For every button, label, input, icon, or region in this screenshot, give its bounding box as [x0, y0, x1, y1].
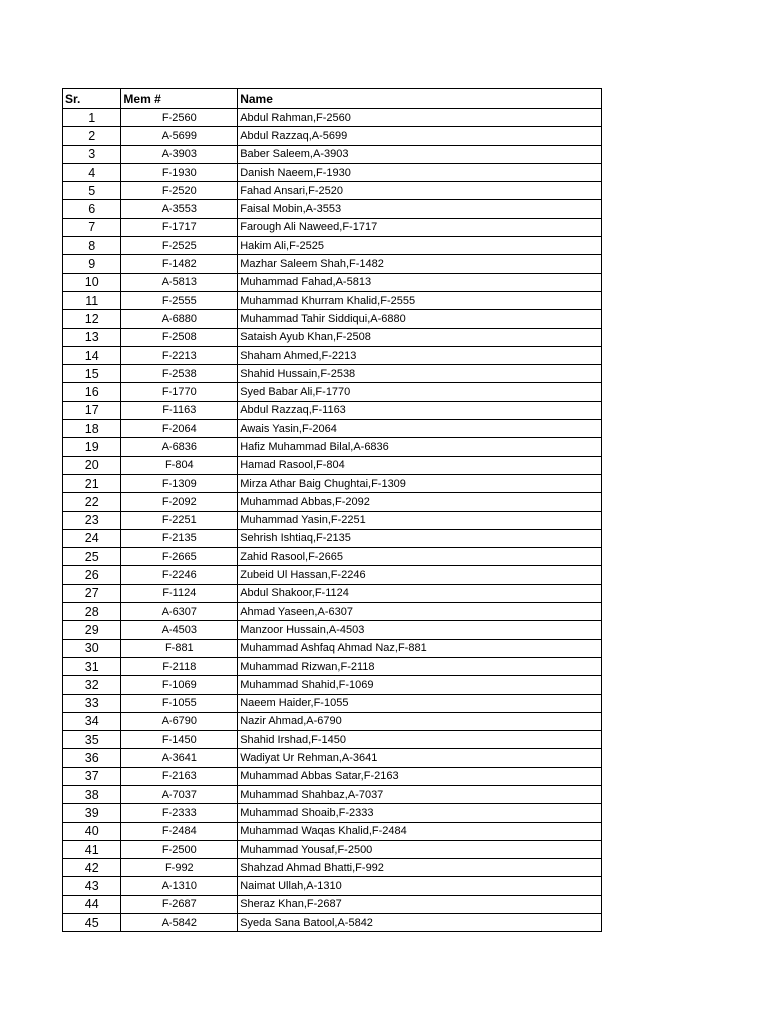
row-name-cell: Muhammad Abbas,F-2092 [238, 493, 602, 511]
table-row [63, 237, 602, 255]
row-sr-cell: 30 [63, 639, 121, 657]
row-sr-cell: 33 [63, 694, 121, 712]
row-mem-cell: A-5813 [121, 273, 238, 291]
row-sr-cell: 31 [63, 657, 121, 675]
row-mem-cell: F-2500 [121, 840, 238, 858]
table-row [63, 328, 602, 346]
table-row [63, 676, 602, 694]
table-row [63, 365, 602, 383]
table-row [63, 346, 602, 364]
table-row [63, 603, 602, 621]
table-row [63, 914, 602, 932]
row-name-cell: Ahmad Yaseen,A-6307 [238, 603, 602, 621]
header-sr: Sr. [63, 89, 121, 109]
row-mem-cell: A-3553 [121, 200, 238, 218]
table-row [63, 456, 602, 474]
row-sr-cell: 16 [63, 383, 121, 401]
row-mem-cell: F-2092 [121, 493, 238, 511]
row-mem-cell: F-804 [121, 456, 238, 474]
row-mem-cell: F-1069 [121, 676, 238, 694]
row-name-cell: Sheraz Khan,F-2687 [238, 895, 602, 913]
row-name-cell: Nazir Ahmad,A-6790 [238, 712, 602, 730]
table-row [63, 291, 602, 309]
row-sr-cell: 3 [63, 145, 121, 163]
row-sr-cell: 39 [63, 804, 121, 822]
table-row [63, 639, 602, 657]
row-sr-cell: 37 [63, 767, 121, 785]
row-name-cell: Shaham Ahmed,F-2213 [238, 346, 602, 364]
row-sr-cell: 10 [63, 273, 121, 291]
row-name-cell: Hamad Rasool,F-804 [238, 456, 602, 474]
row-sr-cell: 25 [63, 548, 121, 566]
row-mem-cell: A-4503 [121, 621, 238, 639]
table-row [63, 511, 602, 529]
row-mem-cell: F-2665 [121, 548, 238, 566]
row-name-cell: Muhammad Khurram Khalid,F-2555 [238, 291, 602, 309]
header-mem: Mem # [121, 89, 238, 109]
row-name-cell: Shahid Hussain,F-2538 [238, 365, 602, 383]
row-name-cell: Muhammad Fahad,A-5813 [238, 273, 602, 291]
row-mem-cell: F-1717 [121, 218, 238, 236]
row-sr-cell: 2 [63, 127, 121, 145]
row-sr-cell: 45 [63, 914, 121, 932]
member-table [62, 88, 602, 932]
row-sr-cell: 42 [63, 859, 121, 877]
row-mem-cell: A-5699 [121, 127, 238, 145]
table-row [63, 749, 602, 767]
row-name-cell: Syed Babar Ali,F-1770 [238, 383, 602, 401]
row-sr-cell: 5 [63, 182, 121, 200]
row-sr-cell: 44 [63, 895, 121, 913]
row-name-cell: Mirza Athar Baig Chughtai,F-1309 [238, 474, 602, 492]
row-sr-cell: 12 [63, 310, 121, 328]
row-mem-cell: F-2246 [121, 566, 238, 584]
row-mem-cell: A-6880 [121, 310, 238, 328]
row-name-cell: Muhammad Shahid,F-1069 [238, 676, 602, 694]
table-row [63, 529, 602, 547]
row-mem-cell: F-1450 [121, 731, 238, 749]
row-name-cell: Shahzad Ahmad Bhatti,F-992 [238, 859, 602, 877]
table-row [63, 877, 602, 895]
row-sr-cell: 41 [63, 840, 121, 858]
table-row [63, 438, 602, 456]
row-mem-cell: F-2538 [121, 365, 238, 383]
row-sr-cell: 20 [63, 456, 121, 474]
row-sr-cell: 7 [63, 218, 121, 236]
row-mem-cell: A-3903 [121, 145, 238, 163]
row-sr-cell: 15 [63, 365, 121, 383]
row-sr-cell: 6 [63, 200, 121, 218]
table-row [63, 785, 602, 803]
table-row [63, 621, 602, 639]
row-sr-cell: 23 [63, 511, 121, 529]
row-name-cell: Muhammad Ashfaq Ahmad Naz,F-881 [238, 639, 602, 657]
table-row [63, 182, 602, 200]
row-mem-cell: A-1310 [121, 877, 238, 895]
row-mem-cell: F-1124 [121, 584, 238, 602]
row-name-cell: Danish Naeem,F-1930 [238, 163, 602, 181]
row-name-cell: Shahid Irshad,F-1450 [238, 731, 602, 749]
row-sr-cell: 32 [63, 676, 121, 694]
row-mem-cell: F-1163 [121, 401, 238, 419]
row-sr-cell: 14 [63, 346, 121, 364]
table-row [63, 474, 602, 492]
row-sr-cell: 19 [63, 438, 121, 456]
table-row [63, 420, 602, 438]
table-row [63, 822, 602, 840]
row-mem-cell: F-2687 [121, 895, 238, 913]
row-mem-cell: F-2118 [121, 657, 238, 675]
row-sr-cell: 1 [63, 109, 121, 127]
row-name-cell: Muhammad Abbas Satar,F-2163 [238, 767, 602, 785]
table-row [63, 767, 602, 785]
row-mem-cell: F-2163 [121, 767, 238, 785]
row-sr-cell: 22 [63, 493, 121, 511]
row-name-cell: Zahid Rasool,F-2665 [238, 548, 602, 566]
table-row [63, 804, 602, 822]
row-mem-cell: A-6836 [121, 438, 238, 456]
table-row [63, 840, 602, 858]
row-mem-cell: F-2135 [121, 529, 238, 547]
row-mem-cell: F-2213 [121, 346, 238, 364]
row-sr-cell: 13 [63, 328, 121, 346]
header-row [63, 89, 602, 109]
row-name-cell: Muhammad Waqas Khalid,F-2484 [238, 822, 602, 840]
row-mem-cell: F-1482 [121, 255, 238, 273]
row-sr-cell: 29 [63, 621, 121, 639]
table-row [63, 109, 602, 127]
row-mem-cell: F-2520 [121, 182, 238, 200]
row-sr-cell: 40 [63, 822, 121, 840]
row-sr-cell: 18 [63, 420, 121, 438]
row-mem-cell: F-2333 [121, 804, 238, 822]
table-row [63, 383, 602, 401]
row-name-cell: Sehrish Ishtiaq,F-2135 [238, 529, 602, 547]
row-mem-cell: A-5842 [121, 914, 238, 932]
row-mem-cell: A-3641 [121, 749, 238, 767]
row-mem-cell: F-2560 [121, 109, 238, 127]
row-mem-cell: F-992 [121, 859, 238, 877]
table-row [63, 694, 602, 712]
row-name-cell: Sataish Ayub Khan,F-2508 [238, 328, 602, 346]
header-name: Name [238, 89, 602, 109]
row-name-cell: Abdul Razzaq,F-1163 [238, 401, 602, 419]
row-name-cell: Mazhar Saleem Shah,F-1482 [238, 255, 602, 273]
row-name-cell: Awais Yasin,F-2064 [238, 420, 602, 438]
row-sr-cell: 35 [63, 731, 121, 749]
row-sr-cell: 24 [63, 529, 121, 547]
table-row [63, 310, 602, 328]
row-mem-cell: F-1770 [121, 383, 238, 401]
table-row [63, 731, 602, 749]
row-name-cell: Hafiz Muhammad Bilal,A-6836 [238, 438, 602, 456]
row-name-cell: Farough Ali Naweed,F-1717 [238, 218, 602, 236]
table-row [63, 859, 602, 877]
table-row [63, 127, 602, 145]
table-row [63, 493, 602, 511]
table-row [63, 401, 602, 419]
row-sr-cell: 26 [63, 566, 121, 584]
table-row [63, 200, 602, 218]
row-name-cell: Naeem Haider,F-1055 [238, 694, 602, 712]
row-mem-cell: F-2251 [121, 511, 238, 529]
row-mem-cell: A-7037 [121, 785, 238, 803]
row-mem-cell: F-1055 [121, 694, 238, 712]
row-name-cell: Muhammad Yousaf,F-2500 [238, 840, 602, 858]
table-row [63, 145, 602, 163]
row-name-cell: Muhammad Tahir Siddiqui,A-6880 [238, 310, 602, 328]
row-sr-cell: 43 [63, 877, 121, 895]
table-row [63, 548, 602, 566]
row-name-cell: Abdul Shakoor,F-1124 [238, 584, 602, 602]
row-name-cell: Hakim Ali,F-2525 [238, 237, 602, 255]
row-name-cell: Abdul Rahman,F-2560 [238, 109, 602, 127]
row-sr-cell: 9 [63, 255, 121, 273]
row-mem-cell: A-6307 [121, 603, 238, 621]
row-name-cell: Faisal Mobin,A-3553 [238, 200, 602, 218]
row-mem-cell: F-2525 [121, 237, 238, 255]
row-name-cell: Wadiyat Ur Rehman,A-3641 [238, 749, 602, 767]
row-sr-cell: 34 [63, 712, 121, 730]
row-mem-cell: F-1309 [121, 474, 238, 492]
row-name-cell: Fahad Ansari,F-2520 [238, 182, 602, 200]
table-row [63, 584, 602, 602]
table-row [63, 895, 602, 913]
table-row [63, 218, 602, 236]
row-sr-cell: 38 [63, 785, 121, 803]
row-sr-cell: 17 [63, 401, 121, 419]
row-sr-cell: 4 [63, 163, 121, 181]
table-row [63, 163, 602, 181]
row-mem-cell: F-2064 [121, 420, 238, 438]
row-sr-cell: 8 [63, 237, 121, 255]
table-row [63, 255, 602, 273]
table-row [63, 273, 602, 291]
row-mem-cell: F-2555 [121, 291, 238, 309]
row-mem-cell: F-1930 [121, 163, 238, 181]
row-name-cell: Syeda Sana Batool,A-5842 [238, 914, 602, 932]
row-name-cell: Abdul Razzaq,A-5699 [238, 127, 602, 145]
row-name-cell: Muhammad Yasin,F-2251 [238, 511, 602, 529]
row-sr-cell: 36 [63, 749, 121, 767]
row-name-cell: Muhammad Shahbaz,A-7037 [238, 785, 602, 803]
row-name-cell: Muhammad Rizwan,F-2118 [238, 657, 602, 675]
row-sr-cell: 28 [63, 603, 121, 621]
row-mem-cell: F-2484 [121, 822, 238, 840]
table-row [63, 712, 602, 730]
row-mem-cell: F-2508 [121, 328, 238, 346]
row-name-cell: Baber Saleem,A-3903 [238, 145, 602, 163]
row-name-cell: Zubeid Ul Hassan,F-2246 [238, 566, 602, 584]
row-name-cell: Manzoor Hussain,A-4503 [238, 621, 602, 639]
row-sr-cell: 11 [63, 291, 121, 309]
table-row [63, 566, 602, 584]
row-sr-cell: 21 [63, 474, 121, 492]
row-name-cell: Muhammad Shoaib,F-2333 [238, 804, 602, 822]
row-mem-cell: A-6790 [121, 712, 238, 730]
row-sr-cell: 27 [63, 584, 121, 602]
row-name-cell: Naimat Ullah,A-1310 [238, 877, 602, 895]
table-row [63, 657, 602, 675]
row-mem-cell: F-881 [121, 639, 238, 657]
